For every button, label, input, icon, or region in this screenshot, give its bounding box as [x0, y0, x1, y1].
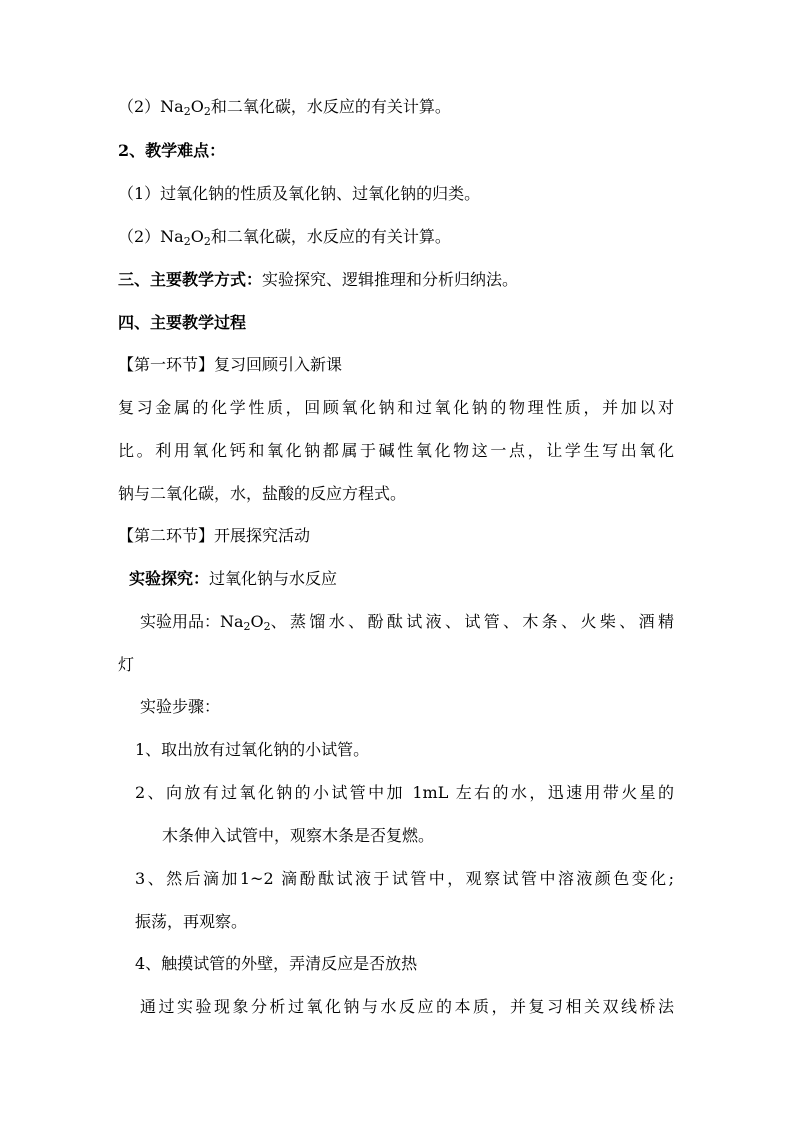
- subscript: 2: [183, 235, 191, 248]
- text-segment: O: [190, 227, 204, 246]
- section-heading-method: 三、主要教学方式：: [118, 270, 263, 289]
- paragraph-line: （1）过氧化钠的性质及氧化钠、过氧化钠的归类。: [118, 184, 481, 203]
- experiment-label: 实验探究：: [129, 569, 210, 588]
- justified-text: 复习金属的化学性质，回顾氧化钠和过氧化钠的物理性质，并加以对: [118, 398, 674, 417]
- text-segment: 、蒸馏水、酚酞试液、试管、木条、火柴、酒精: [270, 612, 674, 631]
- text-segment: （2）Na: [118, 97, 184, 116]
- paragraph-line: 钠与二氧化碳，水，盐酸的反应方程式。: [118, 484, 407, 503]
- subscript: 2: [183, 105, 191, 118]
- section-heading-process: 四、主要教学过程: [118, 313, 247, 332]
- text-segment: 和二氧化碳，水反应的有关计算。: [210, 227, 451, 246]
- justified-text: 比。利用氧化钙和氧化钠都属于碱性氧化物这一点，让学生写出氧化: [118, 441, 674, 460]
- step-3-continued: 振荡，再观察。: [135, 912, 248, 931]
- section-heading-difficulty: 2、教学难点：: [118, 141, 226, 160]
- justified-text: 2、向放有过氧化钠的小试管中加 1mL 左右的水，迅速用带火星的: [135, 783, 674, 802]
- text-segment: O: [190, 97, 204, 116]
- teaching-method-line: [118, 270, 518, 290]
- text-segment: O: [250, 612, 264, 631]
- text-segment: 和二氧化碳，水反应的有关计算。: [210, 97, 451, 116]
- formula-line-2: [118, 227, 451, 247]
- text-segment: 实验探究、逻辑推理和分析归纳法。: [262, 270, 519, 289]
- subsection-heading-1: 【第一环节】复习回顾引入新课: [118, 355, 343, 374]
- formula-line-1: [118, 97, 451, 117]
- step-3: [135, 869, 674, 889]
- step-2: [135, 783, 674, 803]
- subscript: 2: [203, 105, 211, 118]
- experiment-line: [129, 569, 337, 589]
- justified-line: [118, 398, 674, 418]
- subscript: 2: [203, 235, 211, 248]
- subscript: 2: [263, 620, 271, 633]
- justified-text: 3、然后滴加1~2 滴酚酞试液于试管中，观察试管中溶液颜色变化;: [135, 869, 674, 888]
- justified-text: 通过实验现象分析过氧化钠与水反应的本质，并复习相关双线桥法: [140, 997, 674, 1016]
- analysis-line: [140, 997, 674, 1017]
- text-segment: 过氧化钠与水反应: [209, 569, 338, 588]
- paragraph-line: 灯: [118, 655, 135, 674]
- steps-heading: 实验步骤：: [140, 697, 221, 716]
- subsection-heading-2: 【第二环节】开展探究活动: [118, 526, 311, 545]
- text-segment: 实验用品：Na: [140, 612, 244, 631]
- step-2-continued: 木条伸入试管中，观察木条是否复燃。: [162, 826, 435, 845]
- formula-group: [140, 612, 271, 632]
- step-1: 1、取出放有过氧化钠的小试管。: [135, 740, 370, 759]
- step-4: 4、触摸试管的外壁，弄清反应是否放热: [135, 954, 418, 973]
- justified-line: [118, 441, 674, 461]
- materials-line: [140, 612, 674, 632]
- subscript: 2: [243, 620, 251, 633]
- text-segment: （2）Na: [118, 227, 184, 246]
